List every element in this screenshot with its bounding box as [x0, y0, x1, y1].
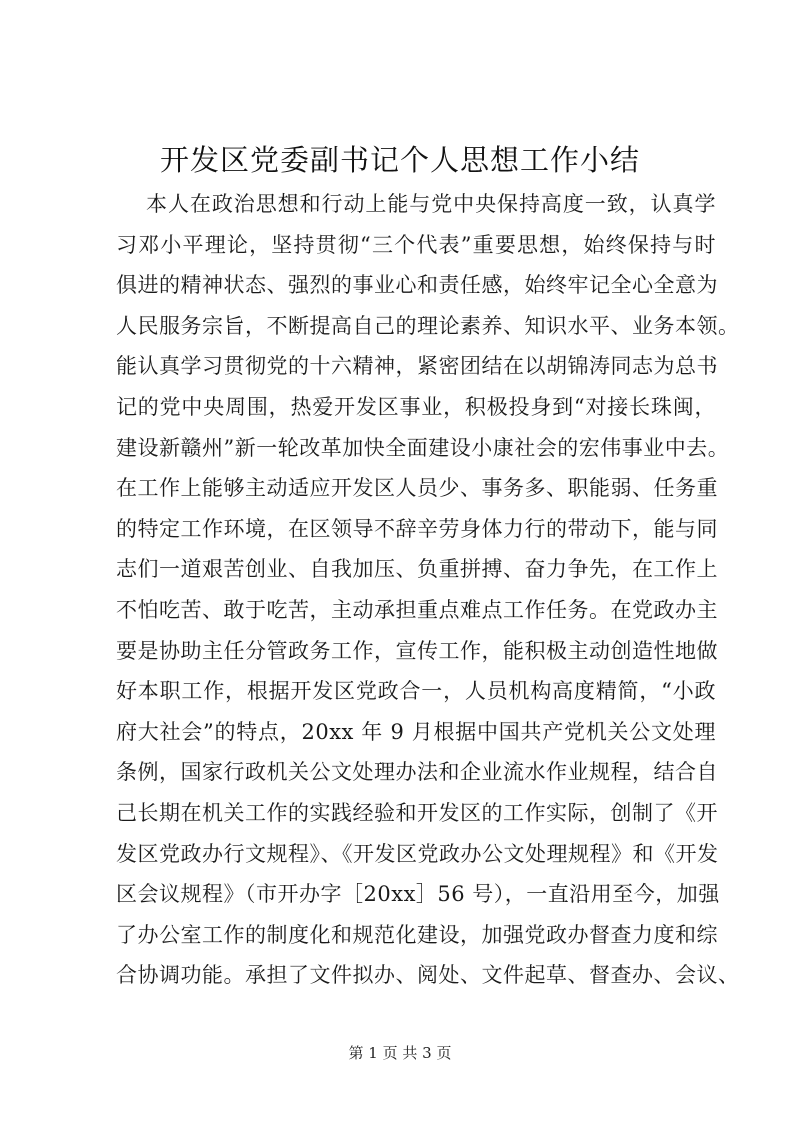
- document-body: [116, 184, 740, 996]
- body-line: 的特定工作环境，在区领导不辞辛劳身体力行的带动下，能与同: [116, 516, 718, 541]
- body-line: 合协调功能。承担了文件拟办、阅处、文件起草、督查办、会议、: [116, 963, 740, 988]
- body-line: 建设新赣州”新一轮改革加快全面建设小康社会的宏伟事业中去。: [116, 435, 730, 460]
- body-line: 本人在政治思想和行动上能与党中央保持高度一致，认真学: [146, 192, 716, 216]
- body-line: 记的党中央周围，热爱开发区事业，积极投身到“对接长珠闽，: [116, 394, 716, 419]
- body-line: 区会议规程》（市开办字［20xx］56 号），一直沿用至今，加强: [116, 882, 720, 907]
- page-footer: 第 1 页 共 3 页: [348, 1044, 452, 1062]
- document-title: 开发区党委副书记个人思想工作小结: [159, 143, 640, 177]
- body-line: 能认真学习贯彻党的十六精神，紧密团结在以胡锦涛同志为总书: [116, 354, 718, 379]
- body-line: 习邓小平理论，坚持贯彻“三个代表”重要思想，始终保持与时: [116, 232, 716, 257]
- body-line: 己长期在机关工作的实践经验和开发区的工作实际，创制了《开: [116, 800, 718, 825]
- body-line: 要是协助主任分管政务工作，宣传工作，能积极主动创造性地做: [116, 638, 718, 663]
- body-line: 在工作上能够主动适应开发区人员少、事务多、职能弱、任务重: [116, 476, 718, 501]
- body-line: 发区党政办行文规程》、《开发区党政办公文处理规程》和《开发: [116, 841, 719, 866]
- body-line: 府大社会”的特点，20xx 年 9 月根据中国共产党机关公文处理: [116, 719, 716, 744]
- body-line: 条例，国家行政机关公文处理办法和企业流水作业规程，结合自: [116, 760, 718, 785]
- body-line: 俱进的精神状态、强烈的事业心和责任感，始终牢记全心全意为: [116, 273, 718, 298]
- body-line: 了办公室工作的制度化和规范化建设，加强党政办督查力度和综: [116, 922, 718, 947]
- body-line: 好本职工作，根据开发区党政合一，人员机构高度精简，“小政: [116, 679, 716, 704]
- body-line: 不怕吃苦、敢于吃苦，主动承担重点难点工作任务。在党政办主: [116, 597, 718, 622]
- body-line: 人民服务宗旨，不断提高自己的理论素养、知识水平、业务本领。: [116, 313, 740, 338]
- body-line: 志们一道艰苦创业、自我加压、负重拼搏、奋力争先，在工作上: [116, 557, 718, 582]
